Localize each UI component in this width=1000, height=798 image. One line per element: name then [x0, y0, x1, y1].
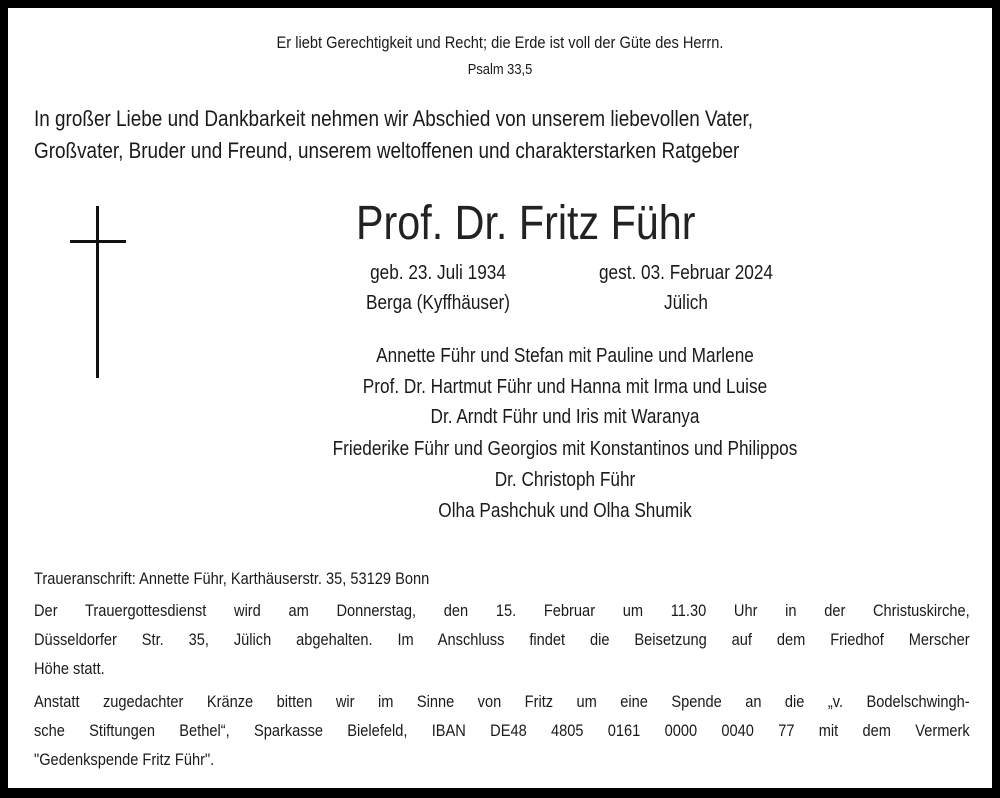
obituary-notice [8, 8, 992, 788]
mourner: Prof. Dr. Hartmut Führ und Hanna mit Irma und Luise [362, 376, 768, 398]
psalm-quote: Er liebt Gerechtigkeit und Recht; die Erde ist voll der Güte des Herrn. [276, 33, 724, 52]
mourner: Annette Führ und Stefan mit Pauline und Marlene [376, 345, 754, 367]
birth-date: geb. 23. Juli 1934 [370, 262, 506, 284]
donation-line: "Gedenkspende Fritz Führ". [34, 750, 215, 769]
mourner: Dr. Arndt Führ und Iris mit Waranya [430, 406, 700, 428]
death-place: Jülich [664, 292, 708, 314]
service-line: Höhe statt. [34, 659, 105, 678]
mourner: Dr. Christoph Führ [494, 469, 636, 491]
intro-line: Großvater, Bruder und Freund, unserem weltoffenen und charakterstarken Ratgeber [34, 138, 740, 163]
death-date: gest. 03. Februar 2024 [598, 262, 774, 284]
service-line: Der Trauergottesdienst wird am Donnerstag, den 15. Februar um 11.30 Uhr in der Christuskirche, [34, 601, 970, 620]
mourner: Friederike Führ und Georgios mit Konstantinos und Philippos [332, 438, 798, 460]
mourner: Olha Pashchuk und Olha Shumik [438, 500, 692, 522]
donation-line: Anstatt zugedachter Kränze bitten wir im Sinne von Fritz um eine Spende an die „v. Bodelschwingh- [34, 692, 970, 711]
deceased-name: Prof. Dr. Fritz Führ [356, 197, 696, 250]
birth-place: Berga (Kyffhäuser) [365, 292, 511, 314]
intro-line: In großer Liebe und Dankbarkeit nehmen wir Abschied von unserem liebevollen Vater, [34, 106, 754, 131]
service-line: Düsseldorfer Str. 35, Jülich abgehalten. Im Anschluss findet die Beisetzung auf dem Friedhof Merscher [34, 630, 970, 649]
psalm-source: Psalm 33,5 [467, 61, 533, 78]
funeral-address: Traueranschrift: Annette Führ, Karthäuserstr. 35, 53129 Bonn [34, 569, 430, 588]
donation-line: sche Stiftungen Bethel“, Sparkasse Bielefeld, IBAN DE48 4805 0161 0000 0040 77 mit dem Vermerk [34, 721, 970, 740]
